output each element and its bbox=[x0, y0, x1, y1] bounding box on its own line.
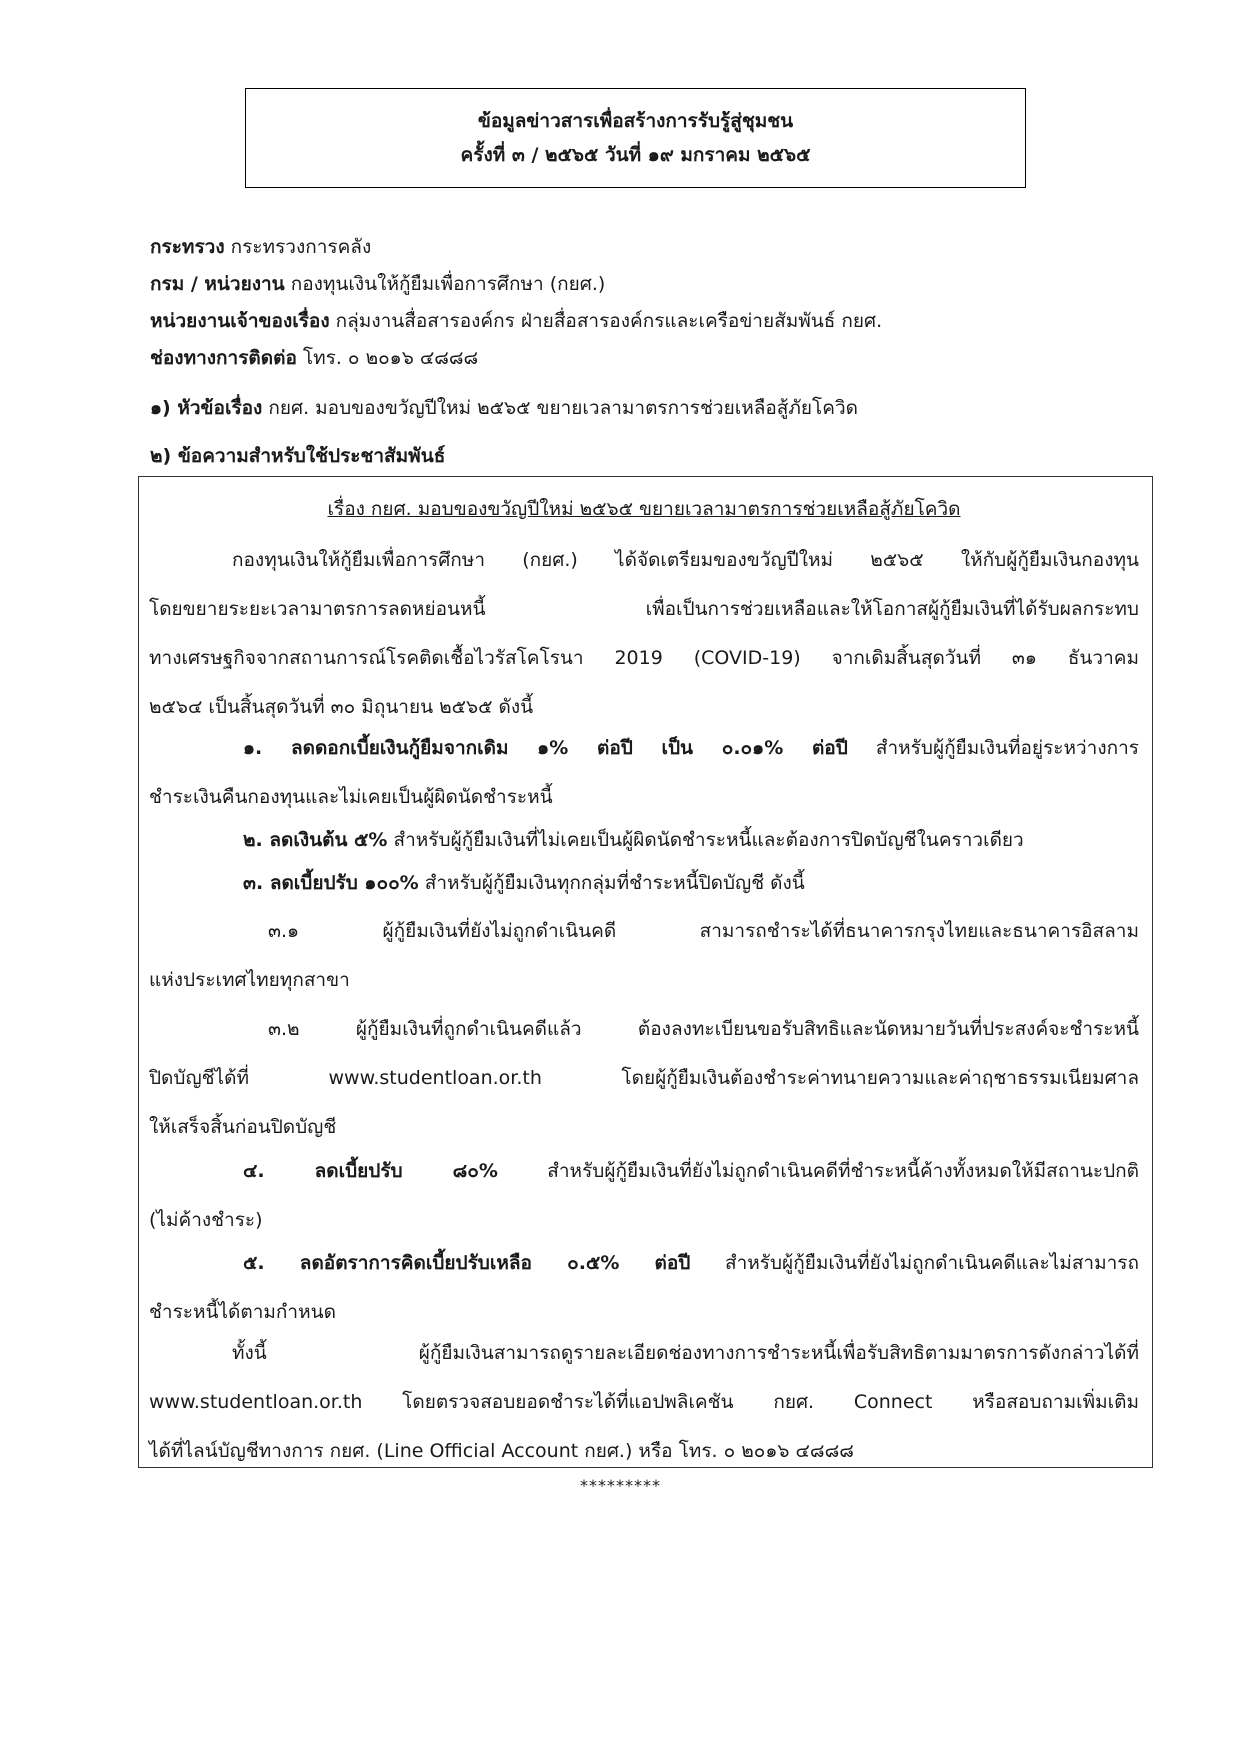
item-3-2-line-1: ๓.๒ ผู้กู้ยืมเงินที่ถูกดำเนินคดีแล้ว ต้องลงทะเบียนขอรับสิทธิและนัดหมายวันที่ประสงค์จะชำระหนี้ bbox=[268, 1018, 1139, 1040]
item-3-1-line-2: แห่งประเทศไทยทุกสาขา bbox=[149, 969, 350, 991]
paragraph-1-line-2: โดยขยายระยะเวลามาตรการลดหย่อนหนี้ เพื่อเป็นการช่วยเหลือและให้โอกาสผู้กู้ยืมเงินที่ได้รับผลกระทบ bbox=[149, 598, 1139, 620]
owner-label: หน่วยงานเจ้าของเรื่อง bbox=[150, 310, 330, 332]
item-2-heading: ๒. ลดเงินต้น ๕% bbox=[243, 829, 388, 851]
item-3-1-line-1: ๓.๑ ผู้กู้ยืมเงินที่ยังไม่ถูกดำเนินคดี สามารถชำระได้ที่ธนาคารกรุงไทยและธนาคารอิสลาม bbox=[268, 920, 1139, 942]
end-marker: ********* bbox=[580, 1476, 661, 1495]
item-4-line-2: (ไม่ค้างชำระ) bbox=[149, 1209, 263, 1231]
topic-value: กยศ. มอบของขวัญปีใหม่ ๒๕๖๕ ขยายเวลามาตรการช่วยเหลือสู้ภัยโควิด bbox=[262, 397, 858, 419]
item-3-2-line-2: ปิดบัญชีได้ที่ www.studentloan.or.th โดยผู้กู้ยืมเงินต้องชำระค่าทนายความและค่าฤชาธรรมเนียมศาล bbox=[149, 1067, 1139, 1089]
item-3 bbox=[243, 870, 805, 896]
item-3-heading: ๓. ลดเบี้ยปรับ ๑๐๐% bbox=[243, 872, 419, 894]
item-4-line-1 bbox=[243, 1158, 1139, 1184]
pr-line bbox=[150, 441, 1150, 471]
item-4-heading: ๔. ลดเบี้ยปรับ ๘๐% bbox=[243, 1160, 498, 1182]
contact-value: โทร. ๐ ๒๐๑๖ ๔๘๘๘ bbox=[296, 347, 479, 369]
paragraph-1-line-4: ๒๕๖๔ เป็นสิ้นสุดวันที่ ๓๐ มิถุนายน ๒๕๖๕ ดังนี้ bbox=[149, 696, 534, 718]
dept-label: กรม / หน่วยงาน bbox=[150, 273, 285, 295]
item-5-line-1 bbox=[243, 1250, 1139, 1276]
dept-value: กองทุนเงินให้กู้ยืมเพื่อการศึกษา (กยศ.) bbox=[284, 273, 606, 295]
ministry-value: กระทรวงการคลัง bbox=[224, 236, 372, 258]
item-4-text: สำหรับผู้กู้ยืมเงินที่ยังไม่ถูกดำเนินคดีที่ชำระหนี้ค้างทั้งหมดให้มีสถานะปกติ bbox=[497, 1160, 1139, 1182]
dept-line bbox=[150, 269, 1150, 299]
ministry-line bbox=[150, 232, 1150, 262]
item-1-heading: ๑. ลดดอกเบี้ยเงินกู้ยืมจากเดิม ๑% ต่อปี เป็น ๐.๐๑% ต่อปี bbox=[243, 737, 848, 759]
ministry-label: กระทรวง bbox=[150, 236, 225, 258]
paragraph-1-line-3: ทางเศรษฐกิจจากสถานการณ์โรคติดเชื้อไวรัสโคโรนา 2019 (COVID-19) จากเดิมสิ้นสุดวันที่ ๓๑ ธันวาคม bbox=[149, 647, 1139, 669]
owner-value: กลุ่มงานสื่อสารองค์กร ฝ่ายสื่อสารองค์กรและเครือข่ายสัมพันธ์ กยศ. bbox=[329, 310, 883, 332]
item-3-2-line-3: ให้เสร็จสิ้นก่อนปิดบัญชี bbox=[149, 1116, 337, 1138]
topic-label: ๑) หัวข้อเรื่อง bbox=[150, 397, 263, 419]
item-5-line-2: ชำระหนี้ได้ตามกำหนด bbox=[149, 1301, 336, 1323]
item-5-text: สำหรับผู้กู้ยืมเงินที่ยังไม่ถูกดำเนินคดีและไม่สามารถ bbox=[690, 1252, 1140, 1274]
item-1-line-1 bbox=[243, 735, 1139, 761]
closing-line-1: ทั้งนี้ ผู้กู้ยืมเงินสามารถดูรายละเอียดช่องทางการชำระหนี้เพื่อรับสิทธิตามมาตรการดังกล่าวได้ที่ bbox=[232, 1342, 1139, 1364]
pr-label: ๒) ข้อความสำหรับใช้ประชาสัมพันธ์ bbox=[150, 445, 446, 467]
item-5-heading: ๕. ลดอัตราการคิดเบี้ยปรับเหลือ ๐.๕% ต่อปี bbox=[243, 1252, 691, 1274]
closing-line-3: ได้ที่ไลน์บัญชีทางการ กยศ. (Line Official Account กยศ.) หรือ โทร. ๐ ๒๐๑๖ ๔๘๘๘ bbox=[149, 1440, 854, 1462]
contact-label: ช่องทางการติดต่อ bbox=[150, 347, 297, 369]
closing-line-2: www.studentloan.or.th โดยตรวจสอบยอดชำระได้ที่แอปพลิเคชัน กยศ. Connect หรือสอบถามเพิ่มเติม bbox=[149, 1391, 1139, 1413]
owner-line bbox=[150, 306, 1150, 336]
header-issue: ครั้งที่ ๓ / ๒๕๖๕ วันที่ ๑๙ มกราคม ๒๕๖๕ bbox=[460, 144, 811, 166]
contact-line bbox=[150, 343, 1150, 373]
topic-line bbox=[150, 393, 1150, 423]
header-title: ข้อมูลข่าวสารเพื่อสร้างการรับรู้สู่ชุมชน bbox=[477, 110, 794, 132]
item-1-text: สำหรับผู้กู้ยืมเงินที่อยู่ระหว่างการ bbox=[847, 737, 1139, 759]
release-title: เรื่อง กยศ. มอบของขวัญปีใหม่ ๒๕๖๕ ขยายเวลามาตรการช่วยเหลือสู้ภัยโควิด bbox=[327, 498, 961, 520]
header-box bbox=[245, 88, 1026, 188]
item-3-text: สำหรับผู้กู้ยืมเงินทุกกลุ่มที่ชำระหนี้ปิดบัญชี ดังนี้ bbox=[418, 872, 805, 894]
item-1-line-2: ชำระเงินคืนกองทุนและไม่เคยเป็นผู้ผิดนัดชำระหนี้ bbox=[149, 786, 553, 808]
paragraph-1-line-1: กองทุนเงินให้กู้ยืมเพื่อการศึกษา (กยศ.) ได้จัดเตรียมของขวัญปีใหม่ ๒๕๖๕ ให้กับผู้กู้ยืมเงินกองทุน bbox=[232, 549, 1139, 571]
item-2 bbox=[243, 827, 1024, 853]
item-2-text: สำหรับผู้กู้ยืมเงินที่ไม่เคยเป็นผู้ผิดนัดชำระหนี้และต้องการปิดบัญชีในคราวเดียว bbox=[387, 829, 1024, 851]
